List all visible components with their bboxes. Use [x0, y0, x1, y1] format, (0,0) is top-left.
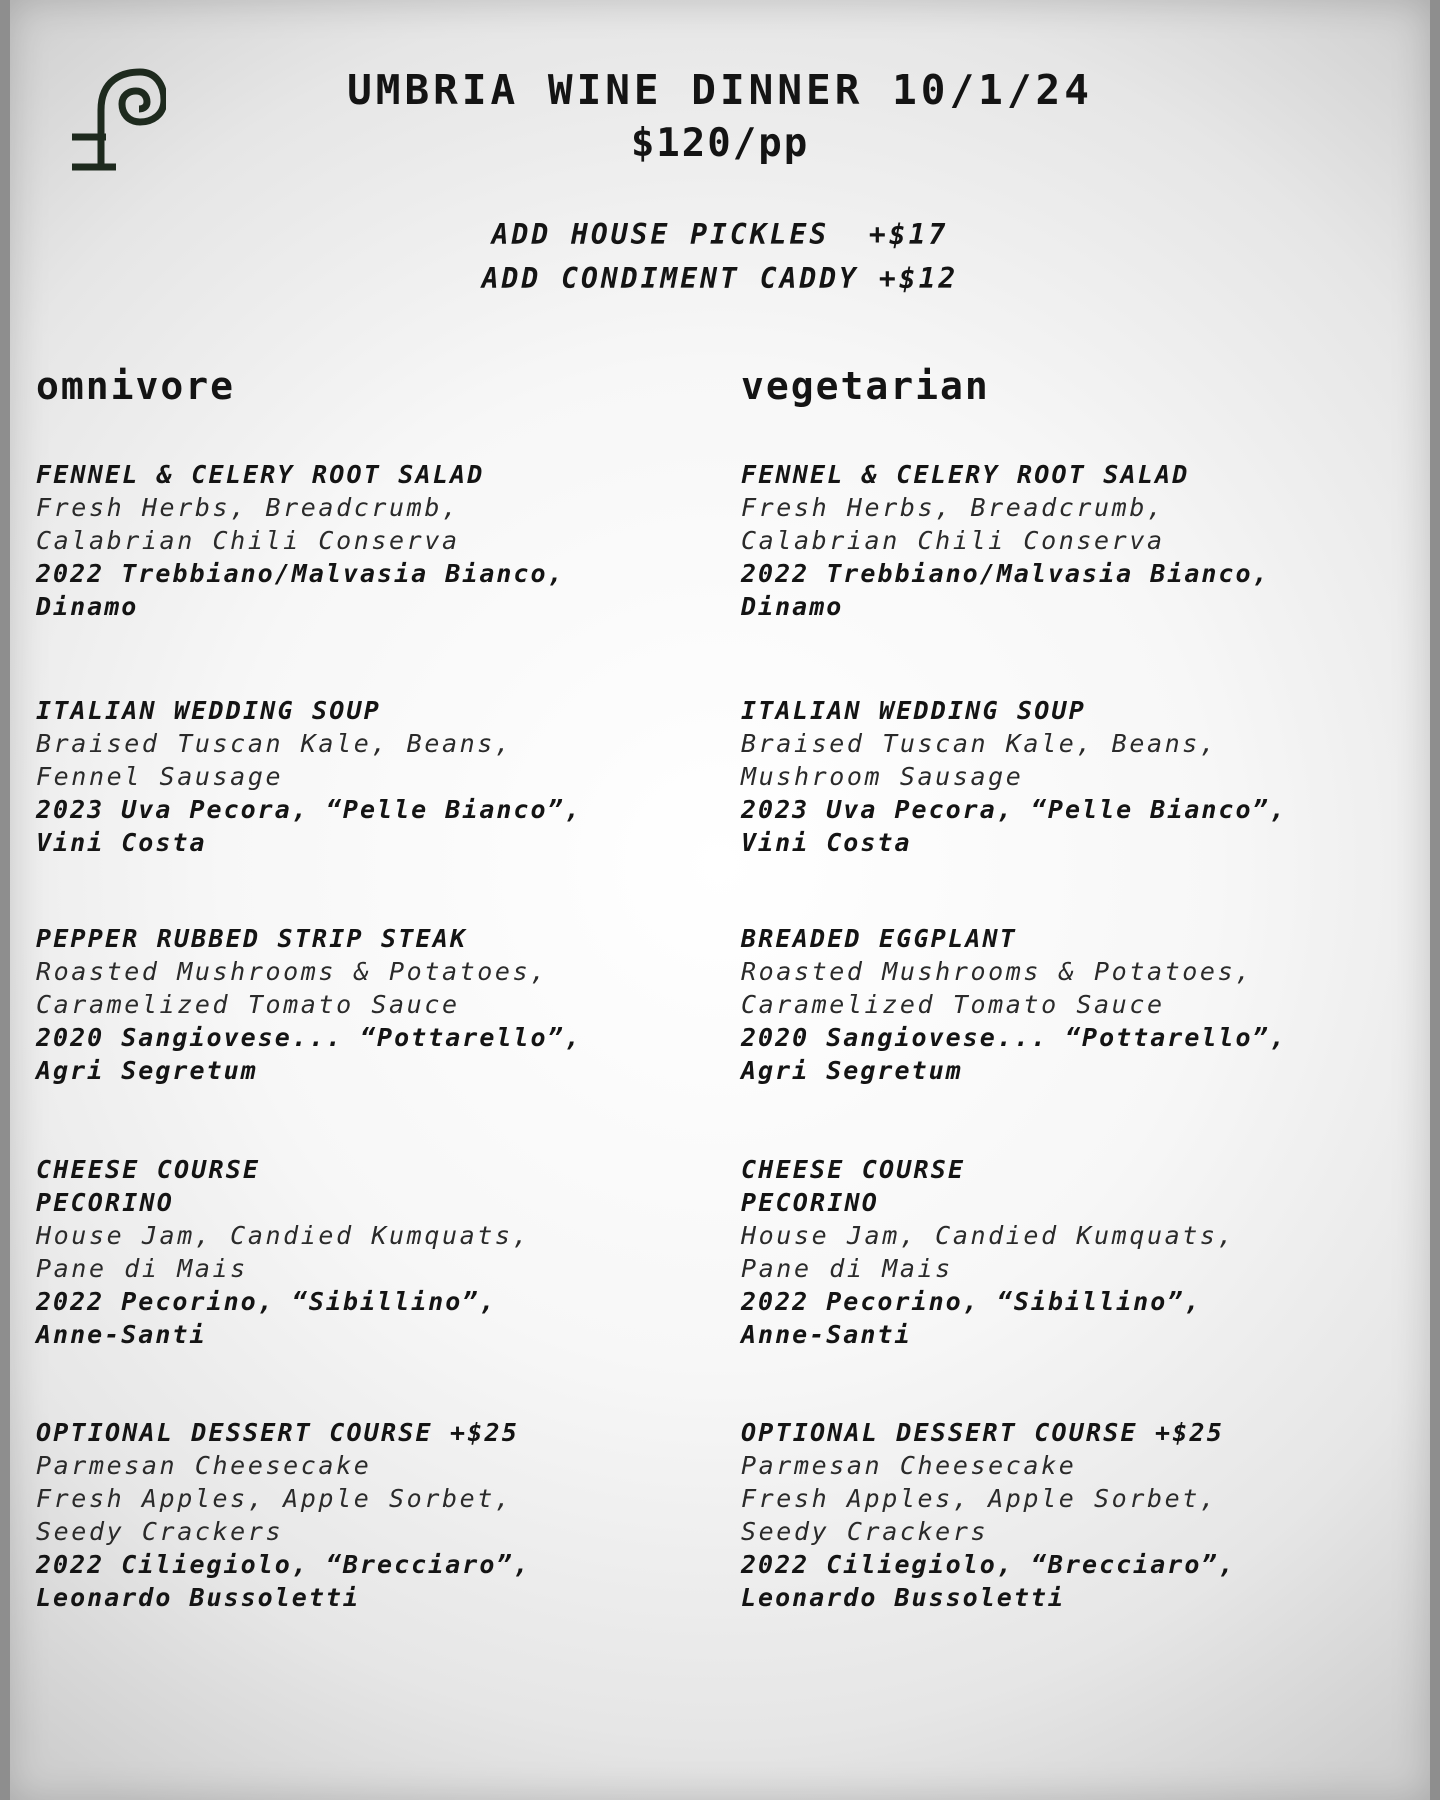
dish-description: Seedy Crackers	[741, 1517, 989, 1546]
wine-pairing: 2022 Ciliegiolo, “Brecciaro”,	[741, 1550, 1236, 1579]
dish-description: Calabrian Chili Conserva	[741, 526, 1165, 555]
addon-condiment-caddy: ADD CONDIMENT CADDY +$12	[481, 262, 959, 295]
addon-house-pickles: ADD HOUSE PICKLES +$17	[491, 218, 949, 251]
wine-pairing: 2020 Sangiovese... “Pottarello”,	[741, 1023, 1287, 1052]
menu-card	[10, 0, 1430, 1800]
dish-description: Mushroom Sausage	[741, 762, 1024, 791]
wine-pairing: Leonardo Bussoletti	[741, 1583, 1065, 1612]
dish-title: ITALIAN WEDDING SOUP	[741, 696, 1087, 725]
wine-pairing: 2023 Uva Pecora, “Pelle Bianco”,	[36, 795, 582, 824]
wine-pairing: Anne-Santi	[36, 1320, 207, 1349]
dish-description: Fresh Herbs, Breadcrumb,	[36, 493, 460, 522]
course-block	[741, 1416, 1421, 1614]
course-block	[741, 458, 1421, 623]
wine-pairing: Dinamo	[36, 592, 139, 621]
wine-pairing: 2020 Sangiovese... “Pottarello”,	[36, 1023, 582, 1052]
wine-pairing: Vini Costa	[36, 828, 207, 857]
course-block	[36, 694, 716, 859]
wine-pairing: Vini Costa	[741, 828, 912, 857]
course-block	[741, 1153, 1421, 1351]
menu-price: $120/pp	[630, 121, 810, 166]
dish-description: Fresh Apples, Apple Sorbet,	[36, 1484, 513, 1513]
wine-pairing: 2022 Trebbiano/Malvasia Bianco,	[741, 559, 1270, 588]
course-block	[36, 1153, 716, 1351]
wine-pairing: Anne-Santi	[741, 1320, 912, 1349]
wine-pairing: Leonardo Bussoletti	[36, 1583, 360, 1612]
dish-title: PECORINO	[741, 1188, 880, 1217]
dish-description: Pane di Mais	[36, 1254, 248, 1283]
dish-description: Roasted Mushrooms & Potatoes,	[36, 957, 548, 986]
dish-description: Fennel Sausage	[36, 762, 284, 791]
dish-description: Fresh Herbs, Breadcrumb,	[741, 493, 1165, 522]
course-block	[36, 922, 716, 1087]
dish-description: Parmesan Cheesecake	[741, 1451, 1077, 1480]
wine-pairing: 2022 Ciliegiolo, “Brecciaro”,	[36, 1550, 531, 1579]
dish-title: BREADED EGGPLANT	[741, 924, 1018, 953]
omnivore-menu-column	[36, 362, 716, 1612]
dish-description: Pane di Mais	[741, 1254, 953, 1283]
dish-description: Parmesan Cheesecake	[36, 1451, 372, 1480]
dish-title: FENNEL & CELERY ROOT SALAD	[36, 460, 485, 489]
dish-title: CHEESE COURSE	[741, 1155, 966, 1184]
menu-title: UMBRIA WINE DINNER 10/1/24	[347, 66, 1093, 114]
dish-title: OPTIONAL DESSERT COURSE +$25	[36, 1418, 520, 1447]
dish-description: Calabrian Chili Conserva	[36, 526, 460, 555]
column-heading-vegetarian: vegetarian	[741, 364, 990, 408]
wine-pairing: 2022 Trebbiano/Malvasia Bianco,	[36, 559, 565, 588]
wine-pairing: Dinamo	[741, 592, 844, 621]
course-block	[36, 1416, 716, 1614]
dish-title: ITALIAN WEDDING SOUP	[36, 696, 382, 725]
wine-pairing: Agri Segretum	[741, 1056, 963, 1085]
dish-description: Roasted Mushrooms & Potatoes,	[741, 957, 1253, 986]
course-block	[741, 922, 1421, 1087]
dish-description: Fresh Apples, Apple Sorbet,	[741, 1484, 1218, 1513]
course-block	[741, 694, 1421, 859]
wine-pairing: Agri Segretum	[36, 1056, 258, 1085]
dish-title: CHEESE COURSE	[36, 1155, 261, 1184]
dish-title: FENNEL & CELERY ROOT SALAD	[741, 460, 1190, 489]
wine-pairing: 2022 Pecorino, “Sibillino”,	[36, 1287, 497, 1316]
wine-pairing: 2022 Pecorino, “Sibillino”,	[741, 1287, 1202, 1316]
dish-description: Braised Tuscan Kale, Beans,	[741, 729, 1218, 758]
dish-description: Caramelized Tomato Sauce	[741, 990, 1165, 1019]
dish-title: PEPPER RUBBED STRIP STEAK	[36, 924, 468, 953]
dish-title: PECORINO	[36, 1188, 175, 1217]
dish-description: Braised Tuscan Kale, Beans,	[36, 729, 513, 758]
column-heading-omnivore: omnivore	[36, 364, 236, 408]
dish-title: OPTIONAL DESSERT COURSE +$25	[741, 1418, 1225, 1447]
dish-description: House Jam, Candied Kumquats,	[36, 1221, 531, 1250]
vegetarian-menu-column	[741, 362, 1421, 1612]
course-block	[36, 458, 716, 623]
dish-description: Seedy Crackers	[36, 1517, 284, 1546]
dish-description: Caramelized Tomato Sauce	[36, 990, 460, 1019]
dish-description: House Jam, Candied Kumquats,	[741, 1221, 1236, 1250]
wine-pairing: 2023 Uva Pecora, “Pelle Bianco”,	[741, 795, 1287, 824]
